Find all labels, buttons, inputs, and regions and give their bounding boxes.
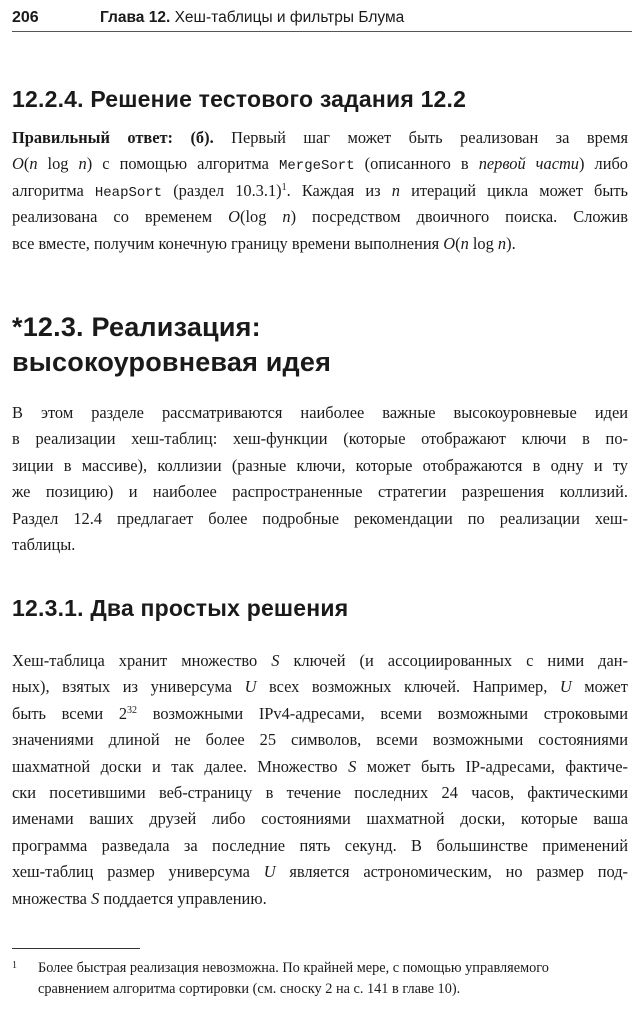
text-line: значениями длиной не более 25 символов, всеми возможными состояниями <box>12 730 628 750</box>
heading-12-3-line2: высокоуровневая идея <box>12 347 332 377</box>
footnote-rule <box>12 948 140 949</box>
text-line: таблицы. <box>12 534 76 554</box>
heading-12-3-line1: *12.3. Реализация: <box>12 312 261 342</box>
footnote-line: Более быстрая реализация невозможна. По крайней мере, с помощью управляемого <box>38 960 549 976</box>
page-number: 206 <box>12 9 39 26</box>
text-line: шахматной доски и так далее. Множество S может быть IP-адресами, фактиче- <box>12 756 628 776</box>
text-line: множества S поддается управлению. <box>12 888 267 908</box>
text-line: Правильный ответ: (б). Первый шаг может быть реализован за время <box>12 128 628 147</box>
text-line: в реализации хеш-таблиц: хеш-функции (которые отображают ключи в по- <box>12 429 628 449</box>
chapter-label: Глава 12. <box>100 9 171 26</box>
text-line: O(n log n) с помощью алгоритма MergeSort (описанного в первой части) либо <box>12 154 629 175</box>
text-line: алгоритма HeapSort (раздел 10.3.1)$^1$. Каждая из n итераций цикла может быть <box>12 180 629 201</box>
chapter-title <box>100 8 404 28</box>
text-line: ски посетившими веб-страницу в течение последних 24 часов, фактическими <box>12 782 628 802</box>
code-heapsort: HeapSort <box>94 184 163 201</box>
text-line: хеш-таблиц размер универсума U является астрономическим, но размер под- <box>12 862 628 882</box>
text-line: все вместе, получим конечную границу времени выполнения O(n log n). <box>12 233 516 253</box>
heading-12-3-1: 12.3.1. Два простых решения <box>12 595 349 621</box>
link-first-part: первой части <box>478 154 580 174</box>
footnote-line: сравнением алгоритма сортировки (см. сноску 2 на с. 141 в главе 10). <box>38 981 461 997</box>
code-mergesort: MergeSort <box>279 158 355 175</box>
header-rule <box>12 31 632 32</box>
paragraph-intro <box>12 400 628 558</box>
text-line: ных), взятых из универсума U всех возможных ключей. Например, U может <box>12 677 628 697</box>
footnote-ref: 1 <box>281 181 287 193</box>
text-line: Хеш-таблица хранит множество S ключей (и ассоциированных с ними дан- <box>12 651 628 670</box>
text-line: В этом разделе рассматриваются наиболее важные высокоуровневые идеи <box>12 403 628 422</box>
heading-12-3 <box>12 310 331 380</box>
heading-12-2-4: 12.2.4. Решение тестового задания 12.2 <box>12 86 467 112</box>
text-line: быть всеми $2^{32}$ возможными IPv4-адресами, всеми возможными строковыми <box>12 703 628 723</box>
paragraph-answer <box>12 125 628 257</box>
paragraph-two-solutions <box>12 648 628 912</box>
answer-label: Правильный ответ: (б). <box>12 128 214 147</box>
text-line: программа разведала за последние пять секунд. В большинстве применений <box>12 835 628 855</box>
text-line: же позицию) и наиболее распространенные стратегии разрешения коллизий. <box>12 482 628 502</box>
text-line: Раздел 12.4 предлагает более подробные рекомендации по реализации хеш- <box>12 508 628 528</box>
text-line: зиции в массиве), коллизии (разные ключи, которые отображаются в одну и ту <box>12 455 628 475</box>
text-line: реализована со временем O(log n) посредством двоичного поиска. Сложив <box>12 207 628 227</box>
text-line: именами ваших друзей либо состояниями шахматной доски, которые ваша <box>12 809 628 829</box>
footnote-mark: 1 <box>12 960 17 971</box>
footnote-text <box>38 958 628 1000</box>
chapter-name: Хеш-таблицы и фильтры Блума <box>174 9 405 26</box>
